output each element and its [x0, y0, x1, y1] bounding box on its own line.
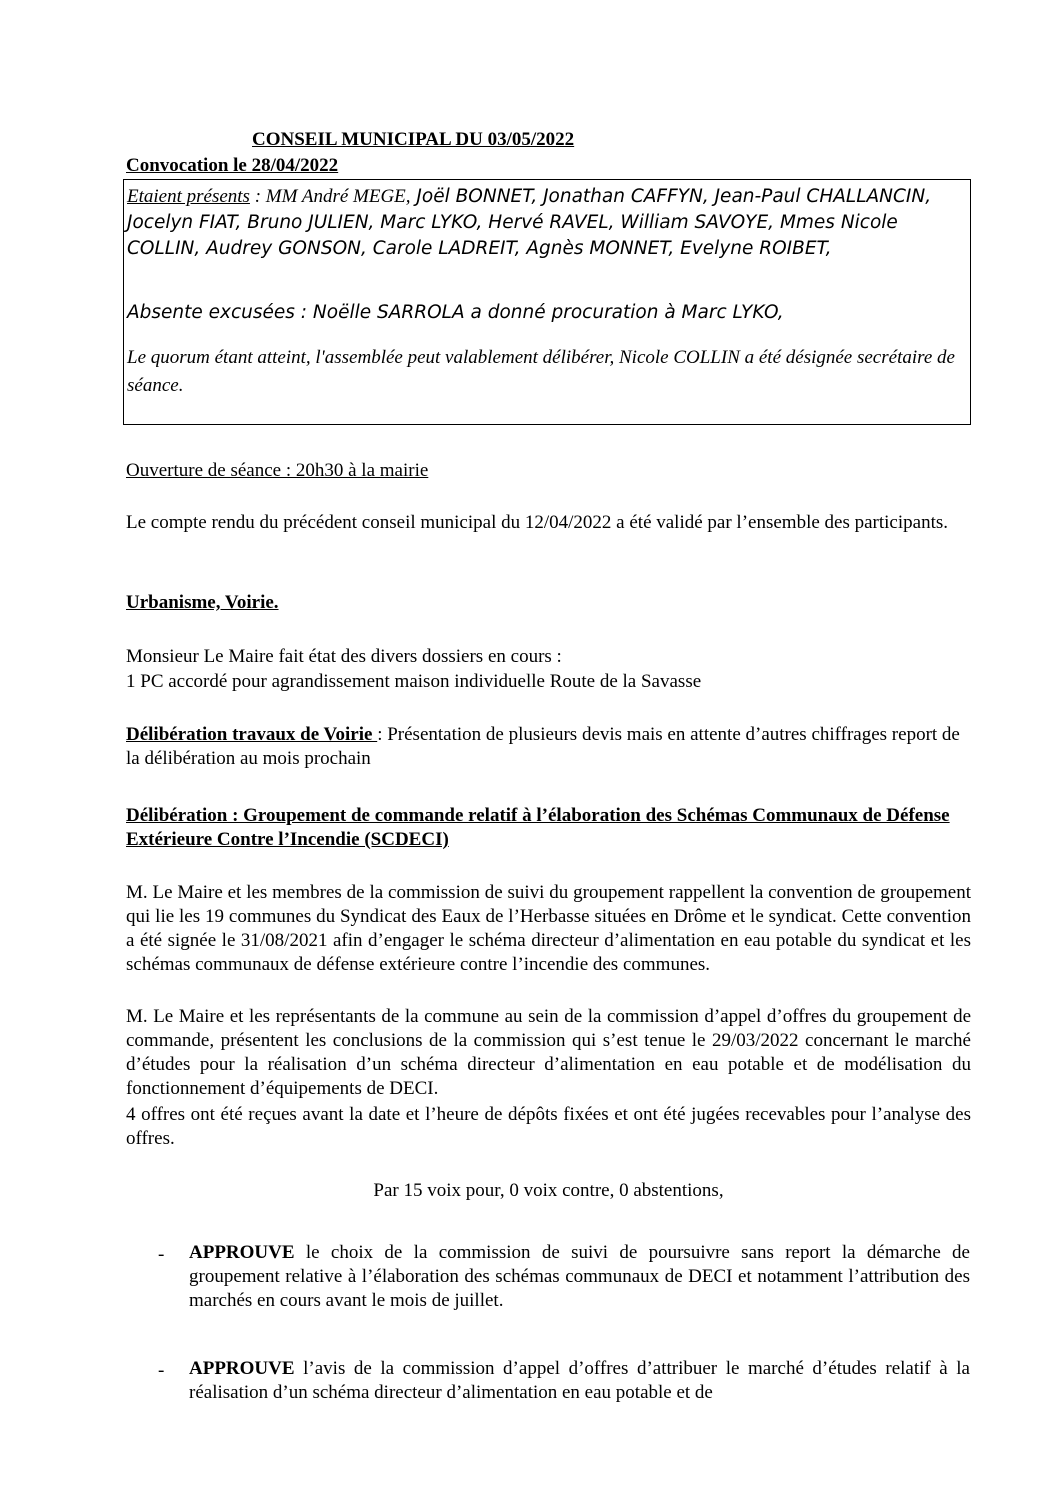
decision-text: l’avis de la commission d’appel d’offres d’attribuer le marché d’études relatif à la réalisation d’un schéma directeur d’alimentation en eau potable et de	[189, 1358, 970, 1403]
decision-verb: APPROUVE	[189, 1358, 295, 1379]
present-separator: :	[249, 186, 266, 207]
bullet-marker: -	[158, 1360, 165, 1381]
previous-report: Le compte rendu du précédent conseil municipal du 12/04/2022 a été validé par l’ensemble des participants.	[126, 512, 949, 533]
mayor-report-item: 1 PC accordé pour agrandissement maison individuelle Route de la Savasse	[126, 671, 702, 692]
convocation-date: Convocation le 28/04/2022	[126, 155, 339, 176]
absent-members: Absente excusées : Noëlle SARROLA a donné procuration à Marc LYKO,	[127, 302, 784, 323]
vote-result: Par 15 voix pour, 0 voix contre, 0 abstentions,	[373, 1180, 724, 1201]
decision-item	[189, 1357, 970, 1405]
present-mm: MM André MEGE,	[265, 186, 411, 207]
voirie-title: Délibération travaux de Voirie	[126, 724, 378, 745]
document-title: CONSEIL MUNICIPAL DU 03/05/2022	[252, 129, 575, 150]
attendance-box	[123, 179, 971, 425]
scdeci-paragraph-3: 4 offres ont été reçues avant la date et l’heure de dépôts fixées et ont été jugées recevables pour l’analyse des offres.	[126, 1104, 971, 1149]
voirie-text: : Présentation de plusieurs devis mais en attente d’autres chiffrages report de la délibération au mois prochain	[126, 724, 960, 769]
mayor-report-line: Monsieur Le Maire fait état des divers dossiers en cours :	[126, 646, 562, 667]
decision-item	[189, 1241, 970, 1313]
scdeci-title: Délibération : Groupement de commande relatif à l’élaboration des Schémas Communaux de Défense Extérieure Contre l’Incendie (SCDECI)	[126, 805, 950, 850]
quorum-statement: Le quorum étant atteint, l'assemblée peut valablement délibérer, Nicole COLLIN a été désignée secrétaire de séance.	[127, 347, 955, 396]
present-members	[127, 184, 967, 262]
scdeci-paragraph-1: M. Le Maire et les membres de la commission de suivi du groupement rappellent la convention de groupement qui lie les 19 communes du Syndicat des Eaux de l’Herbasse situées en Drôme et le syndicat. Cette convention a été signée le 31/08/2021 afin d’engager le schéma directeur d’alimentation en eau potable du syndicat et les schémas communaux de défense extérieure contre l’incendie des communes.	[126, 882, 971, 975]
session-opening: Ouverture de séance : 20h30 à la mairie	[126, 460, 429, 481]
voirie-deliberation	[126, 723, 971, 771]
present-names: Joël BONNET, Jonathan CAFFYN, Jean-Paul CHALLANCIN, Jocelyn FIAT, Bruno JULIEN, Marc LYKO, Hervé RAVEL, William SAVOYE, Mmes Nicole COLLIN, Audrey GONSON, Carole LADREIT, Agnès MONNET, Evelyne ROIBET,	[127, 186, 932, 259]
present-label: Etaient présents	[127, 186, 250, 207]
decision-text: le choix de la commission de suivi de poursuivre sans report la démarche de groupement relative à l’élaboration des schémas communaux de DECI et notamment l’attribution des marchés en cours avant le mois de juillet.	[189, 1242, 970, 1311]
bullet-marker: -	[158, 1244, 165, 1265]
scdeci-paragraph-2: M. Le Maire et les représentants de la commune au sein de la commission d’appel d’offres du groupement de commande, présentent les conclusions de la commission qui s’est tenue le 29/03/2022 concernant le marché d’études pour la réalisation d’un schéma directeur d’alimentation en eau potable et de modélisation du fonctionnement d’équipements de DECI.	[126, 1006, 971, 1099]
section-urbanisme: Urbanisme, Voirie.	[126, 592, 279, 613]
decision-verb: APPROUVE	[189, 1242, 295, 1263]
